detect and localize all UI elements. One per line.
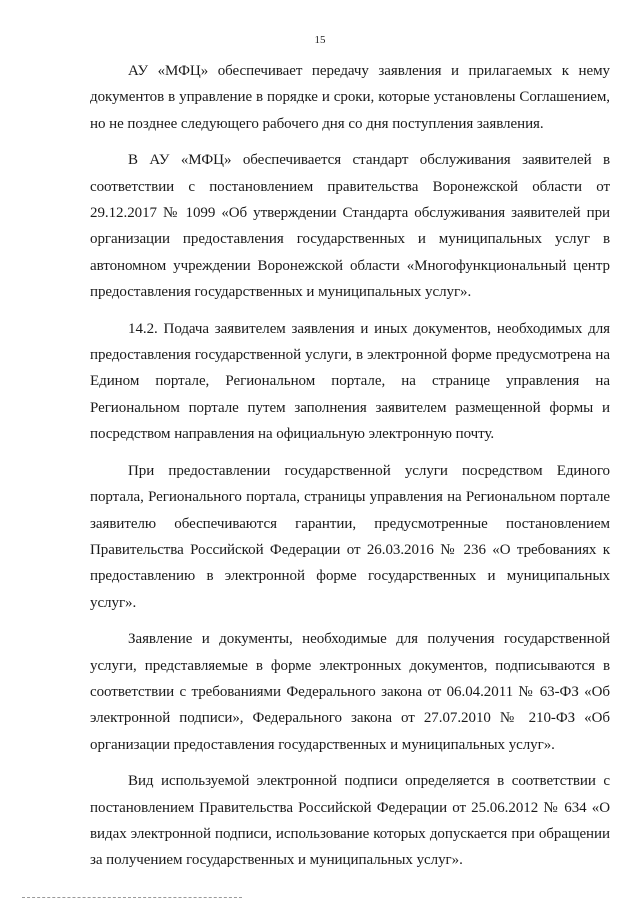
document-body <box>90 58 610 884</box>
paragraph-mfc-transfer: АУ «МФЦ» обеспечивает передачу заявления и прилагаемых к нему документов в управление в порядке и сроки, которые установлены Соглашением, но не позднее следующего рабочего дня со дня поступления заявления. <box>90 63 610 132</box>
footer-divider <box>22 897 242 898</box>
paragraph-mfc-standard: В АУ «МФЦ» обеспечивается стандарт обслуживания заявителей в соответствии с постановлением правительства Воронежской области от 29.12.2017 № 1099 «Об утверждении Стандарта обслуживания заявителей при организации предоставления государственных и муниципальных услуг в автономном учреждении Воронежской области «Многофункциональный центр предоставления государственных и муниципальных услуг». <box>90 152 610 301</box>
paragraph-electronic-signature-law: Заявление и документы, необходимые для получения государственной услуги, представляемые в форме электронных документов, подписываются в соответствии с требованиями Федерального закона от 06.04.2011 № 63-ФЗ «Об электронной подписи», Федерального закона от 27.07.2010 № 210-ФЗ «Об организации предоставления государственных и муниципальных услуг». <box>90 631 610 753</box>
paragraph-portal-guarantees: При предоставлении государственной услуги посредством Единого портала, Регионального портала, страницы управления на Региональном портале заявителю обеспечиваются гарантии, предусмотренные постановлением Правительства Российской Федерации от 26.03.2016 № 236 «О требованиях к предоставлению в электронной форме государственных и муниципальных услуг». <box>90 462 610 611</box>
paragraph-signature-type: Вид используемой электронной подписи определяется в соответствии с постановлением Правительства Российской Федерации от 25.06.2012 № 634 «О видах электронной подписи, использование которых допускается при обращении за получением государственных и муниципальных услуг». <box>90 773 610 869</box>
page-number: 15 <box>314 34 326 46</box>
paragraph-electronic-submission: 14.2. Подача заявителем заявления и иных документов, необходимых для предоставления государственной услуги, в электронной форме предусмотрена на Едином портале, Региональном портале, на странице управления на Региональном портале путем заполнения заявителем размещенной формы и посредством направления на официальную электронную почту. <box>90 320 610 443</box>
